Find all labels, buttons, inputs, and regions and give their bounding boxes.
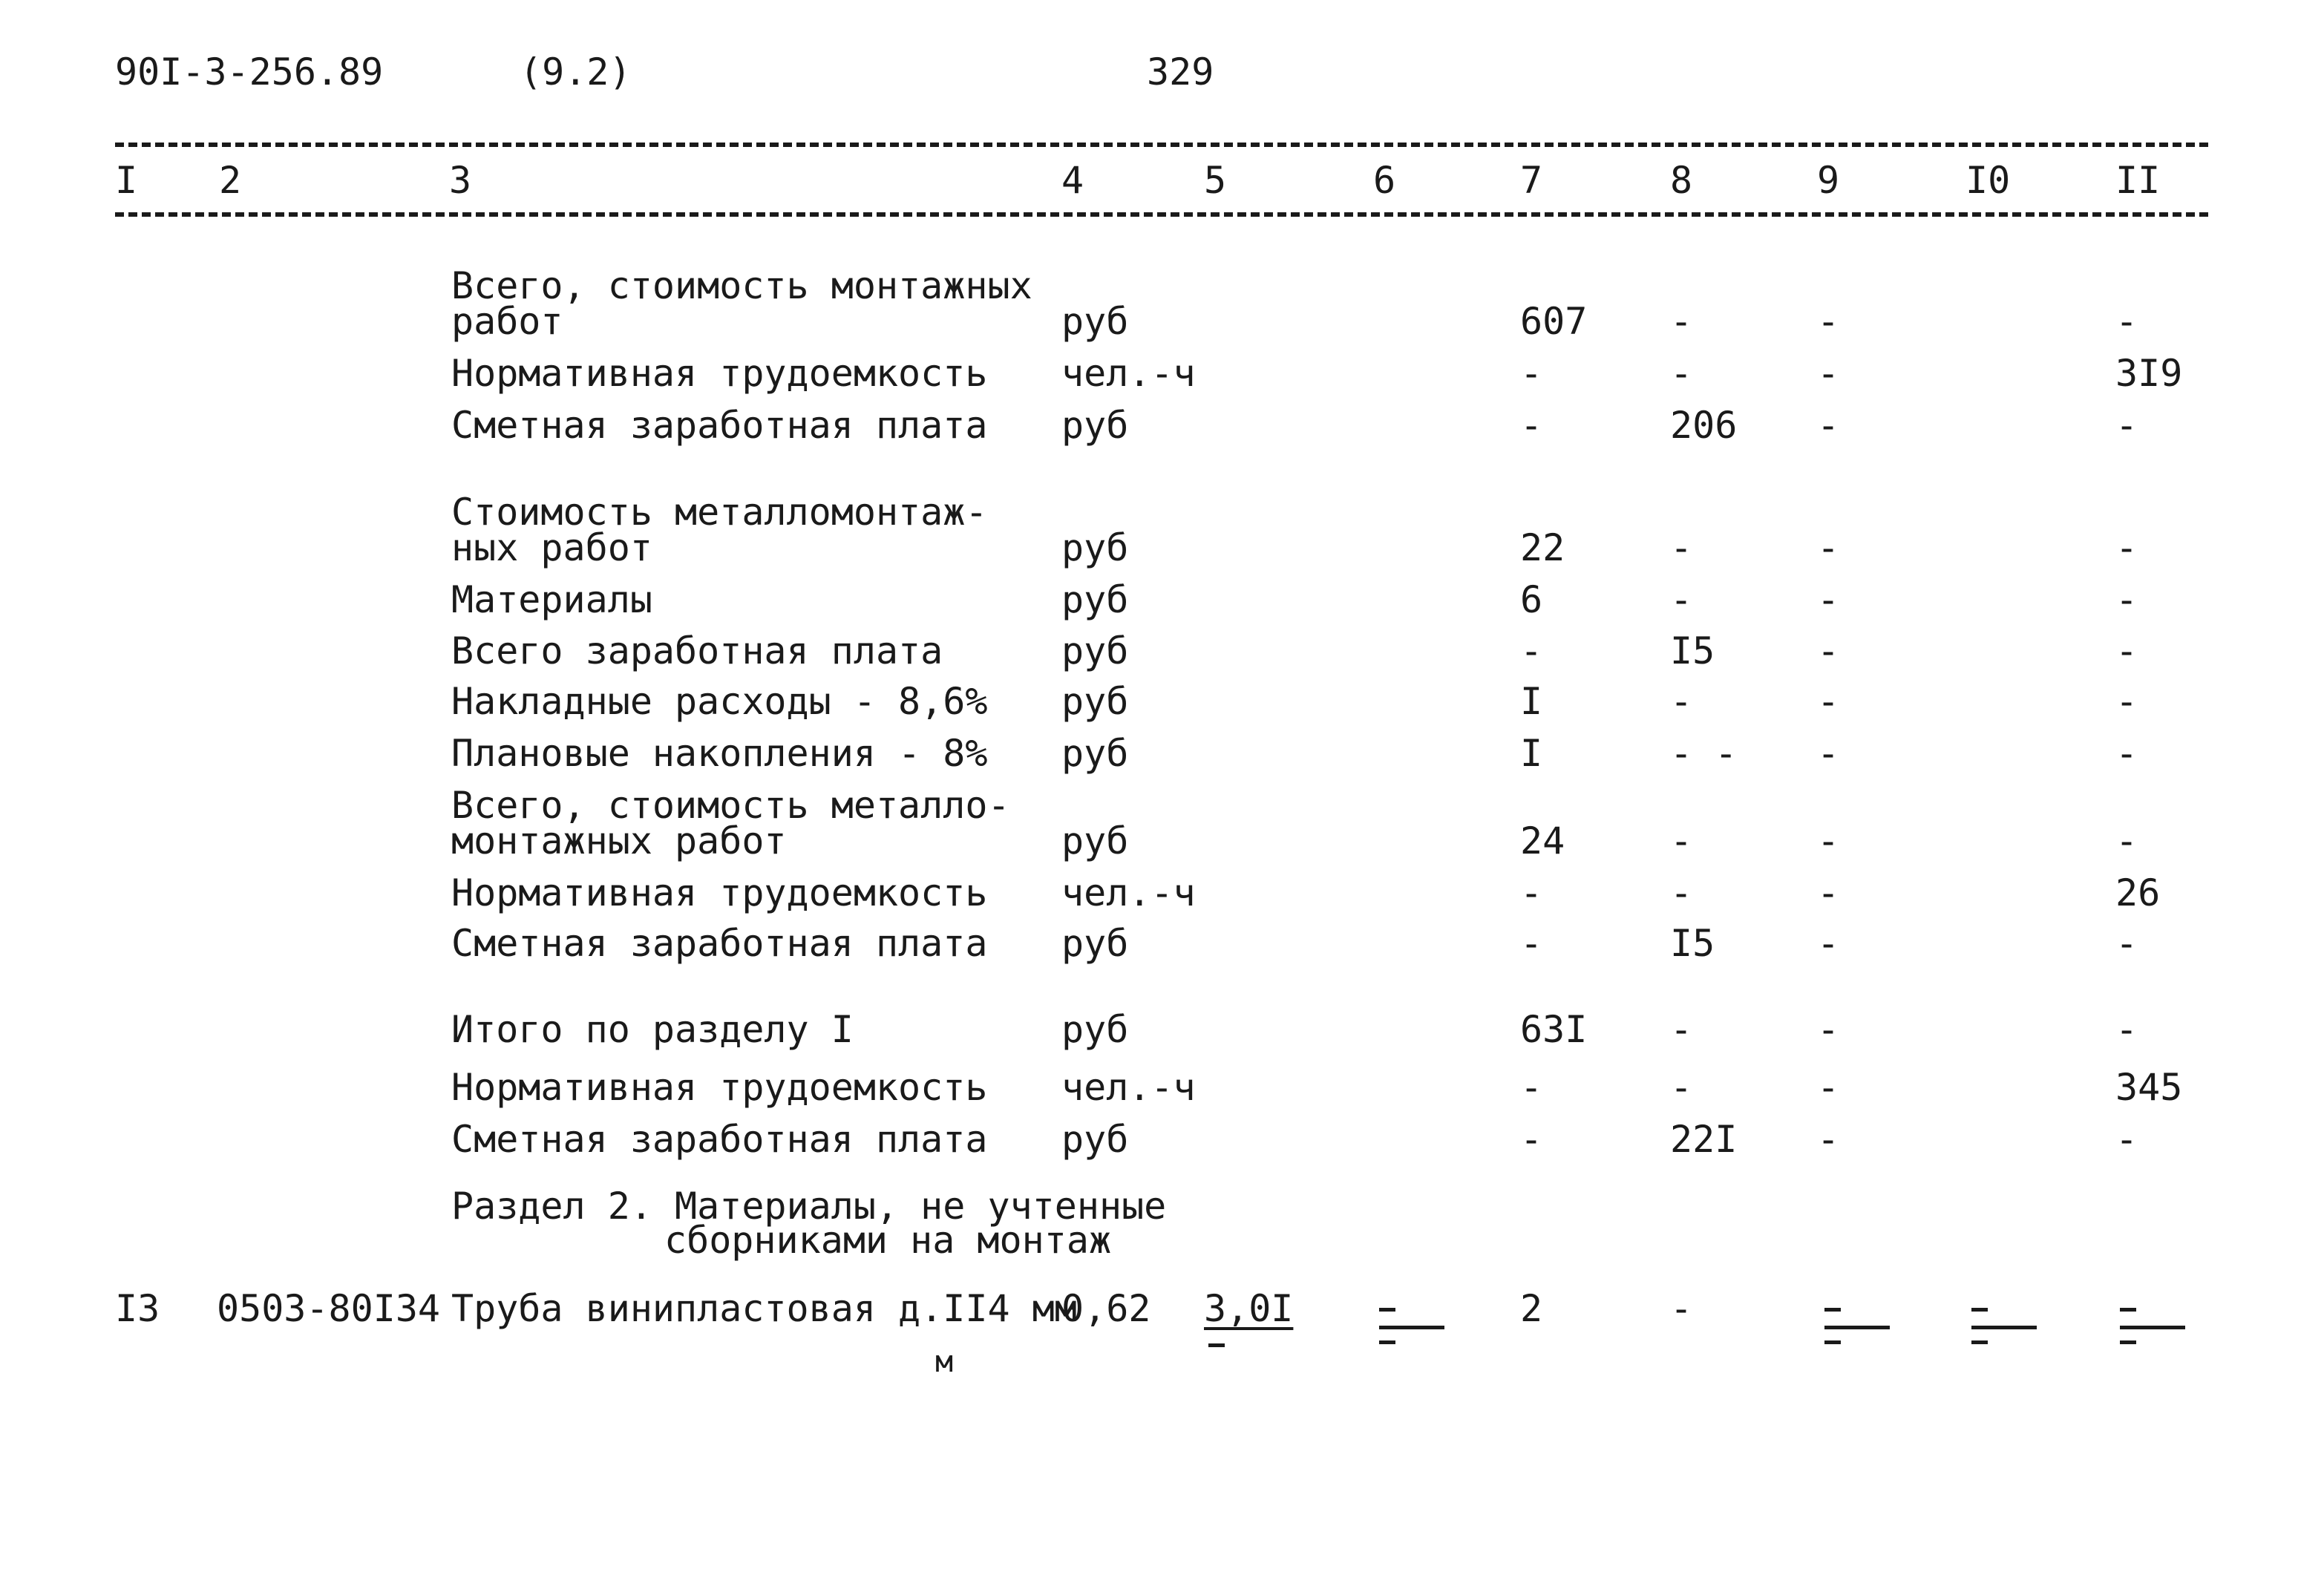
column-header-8: 8	[1670, 159, 1693, 202]
column-header-6: 6	[1373, 159, 1396, 202]
item-name: Труба винипластовая д.II4 мм	[451, 1287, 1077, 1330]
row-col9: -	[1817, 732, 1840, 775]
item-col7: 2	[1520, 1287, 1543, 1330]
row-col8: -	[1670, 300, 1693, 343]
row-name: Всего заработная плата	[451, 629, 943, 672]
row-col7: -	[1520, 629, 1543, 672]
row-col8: -	[1670, 352, 1693, 395]
fraction-bottom-dash	[1824, 1340, 1841, 1344]
fraction-bar	[1971, 1326, 2037, 1329]
row-col9: -	[1817, 1066, 1840, 1109]
fraction-top-dash	[1971, 1308, 1988, 1312]
row-col7: 24	[1520, 819, 1565, 862]
row-col8: I5	[1670, 629, 1715, 672]
row-col7: 22	[1520, 526, 1565, 569]
row-name: Всего, стоимость металло-	[451, 784, 1010, 827]
row-col8: -	[1670, 819, 1693, 862]
column-header-10: I0	[1965, 159, 2011, 202]
row-col9: -	[1817, 1118, 1840, 1161]
row-name: Материалы	[451, 578, 652, 621]
row-unit: чел.-ч	[1061, 871, 1196, 914]
row-col11: -	[2115, 578, 2138, 621]
row-name: Нормативная трудоемкость	[451, 352, 988, 395]
row-unit: руб	[1061, 1118, 1129, 1161]
row-col8: -	[1670, 1008, 1693, 1051]
header-top-rule	[115, 143, 2208, 147]
item-col5-dash	[1208, 1343, 1225, 1347]
row-unit: руб	[1061, 819, 1129, 862]
row-name-continued: ных работ	[451, 526, 652, 569]
row-name: Накладные расходы - 8,6%	[451, 680, 988, 723]
item-code: 0503-80I34	[217, 1287, 441, 1330]
row-col9: -	[1817, 680, 1840, 723]
document-code: 90I-3-256.89	[115, 50, 384, 94]
row-unit: руб	[1061, 1008, 1129, 1051]
row-col7: -	[1520, 922, 1543, 965]
fraction-bar	[1824, 1326, 1890, 1329]
section-2-heading: Раздел 2. Материалы, не учтенные	[451, 1185, 1167, 1228]
item-number: I3	[115, 1287, 160, 1330]
row-name: Стоимость металломонтаж-	[451, 491, 988, 534]
row-col7: -	[1520, 871, 1543, 914]
column-header-4: 4	[1061, 159, 1084, 202]
row-col7: 607	[1520, 300, 1588, 343]
row-name: Нормативная трудоемкость	[451, 871, 988, 914]
row-col11: 345	[2115, 1066, 2183, 1109]
row-col8: I5	[1670, 922, 1715, 965]
row-col9: -	[1817, 819, 1840, 862]
fraction-bottom-dash	[1971, 1340, 1988, 1344]
row-col7: 63I	[1520, 1008, 1588, 1051]
row-col9: -	[1817, 578, 1840, 621]
row-col11: -	[2115, 1118, 2138, 1161]
row-col9: -	[1817, 352, 1840, 395]
row-col11: 3I9	[2115, 352, 2183, 395]
row-unit: руб	[1061, 300, 1129, 343]
row-col8: 22I	[1670, 1118, 1738, 1161]
row-col9: -	[1817, 1008, 1840, 1051]
fraction-bar	[1379, 1326, 1444, 1329]
row-name-continued: монтажных работ	[451, 819, 787, 862]
fraction-top-dash	[2120, 1308, 2136, 1312]
row-col11: -	[2115, 526, 2138, 569]
row-unit: руб	[1061, 680, 1129, 723]
row-col7: -	[1520, 404, 1543, 447]
header-bottom-rule	[115, 212, 2208, 217]
row-col8: -	[1670, 871, 1693, 914]
column-header-1: I	[115, 159, 138, 202]
row-col7: -	[1520, 352, 1543, 395]
row-name: Плановые накопления - 8%	[451, 732, 988, 775]
row-col11: -	[2115, 680, 2138, 723]
row-unit: руб	[1061, 404, 1129, 447]
row-col11: 26	[2115, 871, 2161, 914]
section-2-heading-continued: сборниками на монтаж	[664, 1219, 1112, 1262]
row-col8: -	[1670, 1066, 1693, 1109]
row-col9: -	[1817, 871, 1840, 914]
section-number: (9.2)	[520, 50, 632, 94]
column-header-2: 2	[219, 159, 242, 202]
row-name: Всего, стоимость монтажных	[451, 264, 1032, 307]
column-header-5: 5	[1204, 159, 1227, 202]
row-col11: -	[2115, 819, 2138, 862]
fraction-bottom-dash	[1379, 1340, 1395, 1344]
row-col11: -	[2115, 629, 2138, 672]
item-col4: 0,62	[1061, 1287, 1151, 1330]
row-col8: -	[1670, 578, 1693, 621]
column-header-7: 7	[1520, 159, 1543, 202]
row-name: Сметная заработная плата	[451, 404, 988, 447]
row-unit: руб	[1061, 922, 1129, 965]
item-unit: м	[935, 1345, 954, 1379]
fraction-top-dash	[1379, 1308, 1395, 1312]
row-col11: -	[2115, 404, 2138, 447]
fraction-bottom-dash	[2120, 1340, 2136, 1344]
row-unit: чел.-ч	[1061, 352, 1196, 395]
row-name: Сметная заработная плата	[451, 922, 988, 965]
column-header-3: 3	[449, 159, 472, 202]
row-col7: I	[1520, 732, 1543, 775]
row-unit: руб	[1061, 526, 1129, 569]
row-col8: -	[1670, 526, 1693, 569]
row-col9: -	[1817, 629, 1840, 672]
row-name: Итого по разделу I	[451, 1008, 854, 1051]
row-col11: -	[2115, 300, 2138, 343]
row-unit: чел.-ч	[1061, 1066, 1196, 1109]
row-name-continued: работ	[451, 300, 563, 343]
item-col8: -	[1670, 1287, 1693, 1330]
row-unit: руб	[1061, 578, 1129, 621]
row-col7: I	[1520, 680, 1543, 723]
row-col11: -	[2115, 1008, 2138, 1051]
row-col8: - -	[1670, 732, 1738, 775]
fraction-bar	[2120, 1326, 2185, 1329]
row-col9: -	[1817, 300, 1840, 343]
column-header-11: II	[2115, 159, 2161, 202]
row-name: Сметная заработная плата	[451, 1118, 988, 1161]
row-col7: -	[1520, 1118, 1543, 1161]
row-col9: -	[1817, 404, 1840, 447]
row-col7: 6	[1520, 578, 1543, 621]
item-col5: 3,0I	[1204, 1287, 1294, 1330]
page-number: 329	[1147, 50, 1214, 94]
row-unit: руб	[1061, 629, 1129, 672]
row-col9: -	[1817, 922, 1840, 965]
row-col8: -	[1670, 680, 1693, 723]
row-col9: -	[1817, 526, 1840, 569]
row-col8: 206	[1670, 404, 1738, 447]
row-unit: руб	[1061, 732, 1129, 775]
row-col7: -	[1520, 1066, 1543, 1109]
fraction-top-dash	[1824, 1308, 1841, 1312]
row-col11: -	[2115, 922, 2138, 965]
column-header-9: 9	[1817, 159, 1840, 202]
row-col11: -	[2115, 732, 2138, 775]
row-name: Нормативная трудоемкость	[451, 1066, 988, 1109]
